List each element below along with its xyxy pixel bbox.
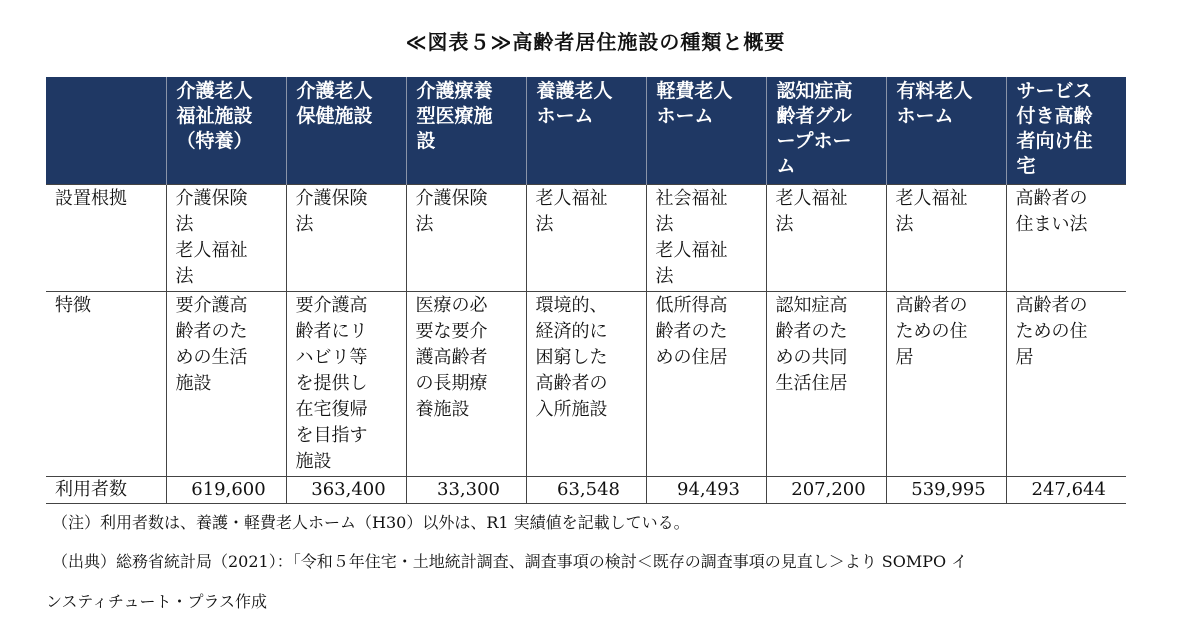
facility-table	[46, 77, 1126, 504]
table-row-feature	[46, 291, 1126, 476]
header-cell: サービス 付き高齢 者向け住 宅	[1006, 77, 1126, 184]
table-cell: 高齢者の ための住 居	[886, 291, 1006, 476]
table-cell: 低所得高 齢者のた めの住居	[646, 291, 766, 476]
table-cell: 高齢者の ための住 居	[1006, 291, 1126, 476]
table-row-basis	[46, 184, 1126, 291]
figure-title: ≪図表５≫高齢者居住施設の種類と概要	[405, 30, 786, 54]
user-count-cell: 94,493	[646, 476, 766, 503]
header-cell: 有料老人 ホーム	[886, 77, 1006, 184]
table-cell: 医療の必 要な要介 護高齢者 の長期療 養施設	[406, 291, 526, 476]
table-cell: 高齢者の 住まい法	[1006, 184, 1126, 291]
header-cell: 介護療養 型医療施 設	[406, 77, 526, 184]
footnote-source: （出典）総務省統計局（2021）：「令和５年住宅・土地統計調査、調査事項の検討＜既存の調査事項の見直し＞より SOMPO イ	[52, 552, 968, 571]
user-count-cell: 63,548	[526, 476, 646, 503]
footnote-source-continued: ンスティチュート・プラス作成	[46, 592, 267, 611]
table-cell: 老人福祉 法	[766, 184, 886, 291]
user-count-cell: 33,300	[406, 476, 526, 503]
user-count-cell: 619,600	[166, 476, 286, 503]
table-row-users	[46, 476, 1126, 503]
table-cell: 介護保険 法 老人福祉 法	[166, 184, 286, 291]
header-cell: 介護老人 保健施設	[286, 77, 406, 184]
header-cell: 養護老人 ホーム	[526, 77, 646, 184]
table-cell: 要介護高 齢者のた めの生活 施設	[166, 291, 286, 476]
header-cell: 介護老人 福祉施設 （特養）	[166, 77, 286, 184]
footnote-note: （注）利用者数は、養護・軽費老人ホーム（H30）以外は、R1 実績値を記載している。	[52, 513, 690, 532]
row-label: 利用者数	[46, 476, 166, 503]
row-label: 特徴	[46, 291, 166, 476]
table-cell: 環境的、 経済的に 困窮した 高齢者の 入所施設	[526, 291, 646, 476]
corner-cell	[46, 77, 166, 184]
user-count-cell: 247,644	[1006, 476, 1126, 503]
table-cell: 認知症高 齢者のた めの共同 生活住居	[766, 291, 886, 476]
table-cell: 老人福祉 法	[526, 184, 646, 291]
user-count-cell: 539,995	[886, 476, 1006, 503]
header-cell: 認知症高 齢者グル ープホー ム	[766, 77, 886, 184]
table-cell: 介護保険 法	[406, 184, 526, 291]
row-label: 設置根拠	[46, 184, 166, 291]
table-cell: 介護保険 法	[286, 184, 406, 291]
header-cell: 軽費老人 ホーム	[646, 77, 766, 184]
user-count-cell: 363,400	[286, 476, 406, 503]
table-cell: 要介護高 齢者にリ ハビリ等 を提供し 在宅復帰 を目指す 施設	[286, 291, 406, 476]
user-count-cell: 207,200	[766, 476, 886, 503]
table-header-row	[46, 77, 1126, 184]
table-cell: 老人福祉 法	[886, 184, 1006, 291]
table-cell: 社会福祉 法 老人福祉 法	[646, 184, 766, 291]
